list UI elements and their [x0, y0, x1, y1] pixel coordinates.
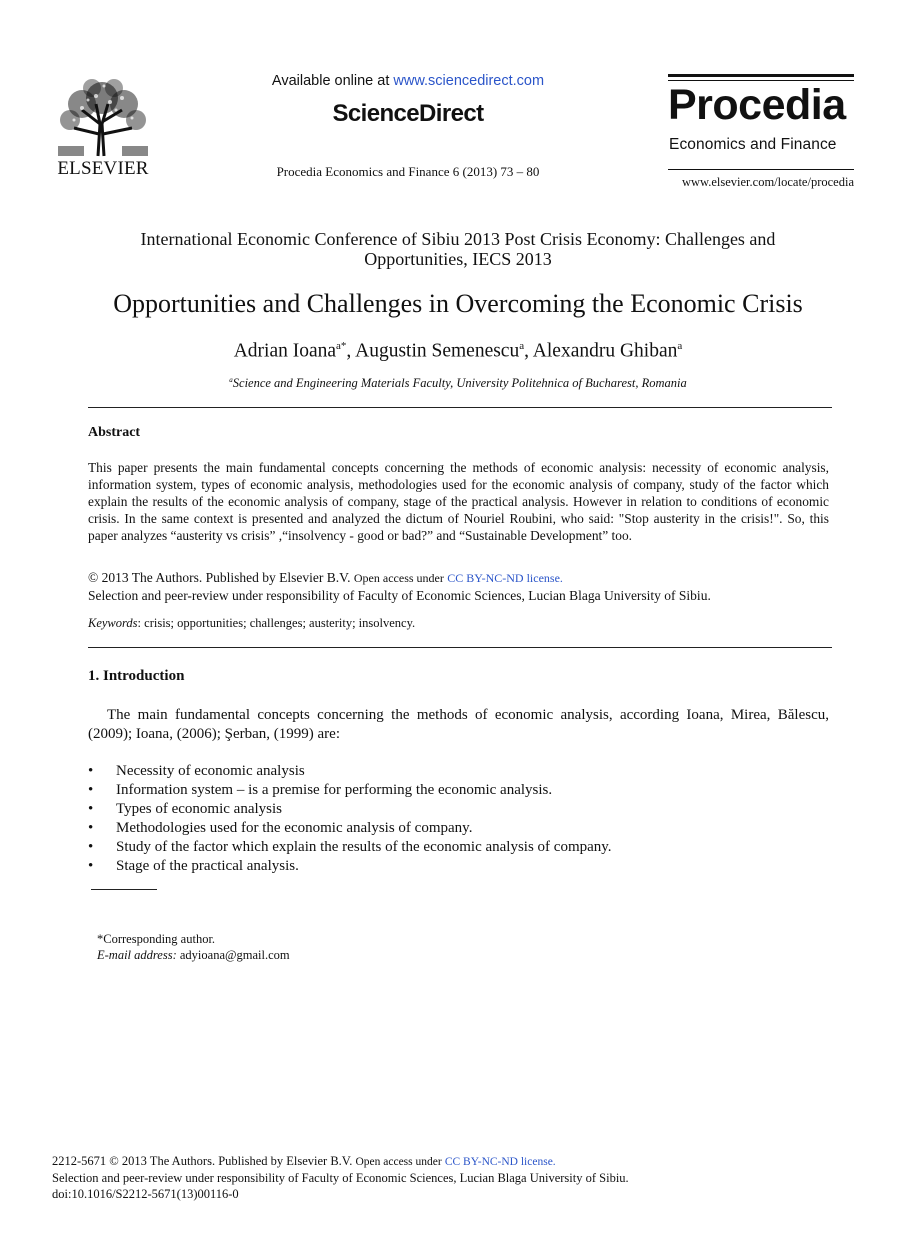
divider-top: [88, 407, 832, 408]
email-address[interactable]: adyioana@gmail.com: [179, 948, 290, 962]
copyright-text: © 2013 The Authors. Published by Elsevier B.V.: [88, 570, 351, 585]
list-item-text: Methodologies used for the economic analysis of company.: [116, 820, 473, 836]
elsevier-wordmark: ELSEVIER: [57, 158, 149, 179]
copyright-block: [88, 569, 832, 604]
author-affiliation-mark: a*: [336, 340, 347, 352]
sciencedirect-link[interactable]: www.sciencedirect.com: [393, 73, 545, 89]
keywords-list: : crisis; opportunities; challenges; austerity; insolvency.: [137, 616, 416, 630]
bullet-icon: •: [88, 858, 94, 874]
available-online-line: [230, 73, 586, 89]
procedia-wordmark: Procedia: [668, 81, 846, 129]
abstract-body: This paper presents the main fundamental concepts concerning the methods of economic analysis: necessity of economic analysis, information system, types of economic analysis, methodologies used for the economic analysis of company, study of the factor which explain the results of the economic analysis of company, stage of the practical analysis. However in relation to conditions of economic crisis. In the same context is presented and analyzed the dictum of Nouriel Roubini, who said: "Stop austerity in the crisis!". So, this paper analyzes “austerity vs crisis” ,“insolvency - good or bad?” and “Sustainable Development” too.: [88, 460, 829, 543]
footnote-rule: [91, 889, 157, 890]
footer-open-access-label: Open access under: [355, 1156, 442, 1168]
author-name: Augustin Semenescu: [355, 340, 520, 362]
bullet-icon: •: [88, 801, 94, 817]
affiliation-text: Science and Engineering Materials Faculty, University Politehnica of Bucharest, Romania: [232, 376, 687, 391]
procedia-logo: [668, 74, 854, 192]
procedia-rule-top: [668, 74, 854, 77]
author-list: [60, 340, 856, 363]
list-item: [88, 857, 832, 876]
list-item-text: Information system – is a premise for performing the economic analysis.: [116, 782, 553, 798]
footer-license-link[interactable]: CC BY-NC-ND license.: [444, 1156, 556, 1168]
author-name: Alexandru Ghiban: [532, 340, 678, 362]
author-name: Adrian Ioana: [233, 340, 337, 362]
list-item-text: Necessity of economic analysis: [116, 763, 305, 779]
bullet-icon: •: [88, 839, 94, 855]
peer-review-text: Selection and peer-review under responsibility of Faculty of Economic Sciences, Lucian Blaga University of Sibiu.: [88, 588, 711, 603]
list-item-text: Study of the factor which explain the results of the economic analysis of company.: [116, 839, 612, 855]
divider-bottom: [88, 647, 832, 648]
author-separator: ,: [524, 340, 533, 362]
elsevier-logo: [52, 74, 154, 178]
abstract-heading: Abstract: [88, 425, 141, 440]
concept-list: [88, 762, 832, 876]
author-separator: ,: [346, 340, 356, 362]
list-item: [88, 819, 832, 838]
open-access-label: Open access under: [353, 571, 444, 585]
list-item: [88, 838, 832, 857]
list-item: [88, 781, 832, 800]
footer-doi[interactable]: doi:10.1016/S2212-5671(13)00116-0: [52, 1187, 239, 1201]
introduction-paragraph: The main fundamental concepts concerning the methods of economic analysis, according Ioana, Mirea, Bălescu, (2009); Ioana, (2006); Şerban, (1999) are:: [88, 707, 829, 742]
available-online-label: Available online at: [271, 73, 394, 89]
bullet-icon: •: [88, 782, 94, 798]
keywords-label: Keywords: [88, 616, 138, 630]
footer-issn-copyright: 2212-5671 © 2013 The Authors. Published by Elsevier B.V.: [52, 1154, 353, 1168]
footer-peer-review: Selection and peer-review under responsibility of Faculty of Economic Sciences, Lucian Blaga University of Sibiu.: [52, 1171, 629, 1185]
conference-name: [60, 229, 856, 269]
procedia-url[interactable]: www.elsevier.com/locate/procedia: [681, 175, 854, 189]
journal-reference: Procedia Economics and Finance 6 (2013) 73 – 80: [276, 164, 540, 179]
bullet-icon: •: [88, 763, 94, 779]
procedia-subtitle: Economics and Finance: [669, 136, 837, 153]
email-line: [97, 947, 290, 963]
footer-copyright-line: [52, 1153, 629, 1170]
list-item-text: Stage of the practical analysis.: [116, 858, 299, 874]
bullet-icon: •: [88, 820, 94, 836]
affiliation-mark: a: [229, 376, 233, 384]
author-affiliation-mark: a: [677, 340, 683, 352]
introduction-heading: 1. Introduction: [88, 668, 185, 684]
copyright-line: [88, 569, 832, 587]
license-link[interactable]: CC BY-NC-ND license.: [447, 571, 563, 585]
list-item-text: Types of economic analysis: [116, 801, 282, 817]
page-footer: [52, 1153, 629, 1202]
keywords: [88, 616, 832, 631]
procedia-rule-bottom: [668, 169, 854, 170]
email-label: E-mail address:: [97, 948, 177, 962]
sciencedirect-brand: ScienceDirect: [332, 100, 484, 127]
conference-line-2: Opportunities, IECS 2013: [364, 249, 552, 269]
elsevier-tree-icon: [52, 74, 154, 158]
footnote: [97, 931, 290, 963]
list-item: [88, 800, 832, 819]
author-affiliation-mark: a: [519, 340, 525, 352]
paper-title: Opportunities and Challenges in Overcoming the Economic Crisis: [113, 289, 803, 318]
corresponding-author: *Corresponding author.: [97, 932, 216, 946]
affiliation: [60, 376, 856, 391]
conference-line-1: International Economic Conference of Sibiu 2013 Post Crisis Economy: Challenges and: [140, 229, 776, 249]
list-item: [88, 762, 832, 781]
